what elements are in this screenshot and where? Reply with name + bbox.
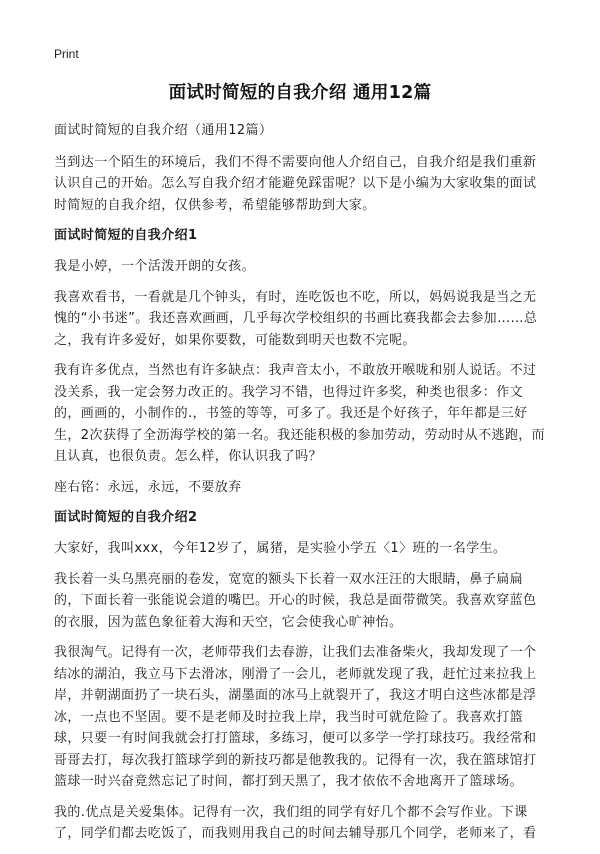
page-title: 面试时简短的自我介绍 通用12篇	[168, 83, 432, 103]
article-subtitle: 面试时简短的自我介绍（通用12篇）	[54, 123, 273, 138]
print-link[interactable]: Print	[54, 47, 79, 61]
paragraph: 我很淘气。记得有一次，老师带我们去春游，让我们去准备柴火，我却发现了一个结冰的湖泊，我立马下去滑冰，刚滑了一会儿，老师就发现了我，赶忙过来拉我上岸，并朝湖面扔了一块石头，湖墨面的冰马上就裂开了，我这才明白这些冰都是浮冰，一点也不坚固。要不是老师及时拉我上岸，我当时可就危险了。我喜欢打篮球，只要一有时间我就会打打篮球，多练习，便可以多学一学打球技巧。我经常和哥哥去打，每次我打篮球学到的新技巧都是他教我的。记得有一次，我在篮球馆打篮球一时兴奋竟然忘记了时间，都打到天黑了，我才依依不舍地离开了篮球场。	[54, 645, 537, 789]
paragraph: 座右铭：永远，永远，不要放弃	[54, 479, 242, 495]
intro-paragraph: 当到达一个陌生的环境后，我们不得不需要向他人介绍自己，自我介绍是我们重新认识自己的开始。怎么写自我介绍才能避免踩雷呢？以下是小编为大家收集的面试时简短的自我介绍，仅供参考，希望能够帮助到大家。	[54, 154, 537, 213]
paragraph: 我的.优点是关爱集体。记得有一次，我们组的同学有好几个都不会写作业。下课了，同学们都去吃饭了，而我则用我自己的时间去辅导那几个同学，老师来了，看	[54, 804, 537, 841]
section-heading: 面试时简短的自我介绍1	[54, 228, 198, 243]
paragraph: 我长着一头乌黑亮丽的卷发，宽宽的额头下长着一双水汪汪的大眼睛，鼻子扁扁的，下面长着一张能说会道的嘴巴。开心的时候，我总是面带微笑。我喜欢穿蓝色的衣服，因为蓝色象征着大海和天空，它会使我心旷神怡。	[54, 571, 537, 630]
article-body	[54, 120, 548, 854]
paragraph: 我有许多优点，当然也有许多缺点：我声音太小，不敢放开喉咙和别人说话。不过没关系，我一定会努力改正的。我学习不错，也得过许多奖，种类也很多：作文的，画画的，小制作的.，书签的等等，可多了。我还是个好孩子，年年都是三好生，2次获得了全沥海学校的第一名。我还能积极的参加劳动，劳动时从不逃跑，而且认真，也很负责。怎么样，你认识我了吗？	[54, 363, 546, 464]
section-heading: 面试时简短的自我介绍2	[54, 510, 198, 525]
paragraph: 我是小婷，一个活泼开朗的女孩。	[54, 259, 256, 274]
paragraph: 我喜欢看书，一看就是几个钟头，有时，连吃饭也不吃，所以，妈妈说我是当之无愧的“小书迷”。我还喜欢画画，几乎每次学校组织的书画比赛我都会去参加……总之，我有许多爱好，如果你要数，可能数到明天也数不完呢。	[54, 289, 538, 348]
paragraph: 大家好，我叫xxx，今年12岁了，属猪，是实验小学五〈1〉班的一名学生。	[54, 541, 507, 556]
